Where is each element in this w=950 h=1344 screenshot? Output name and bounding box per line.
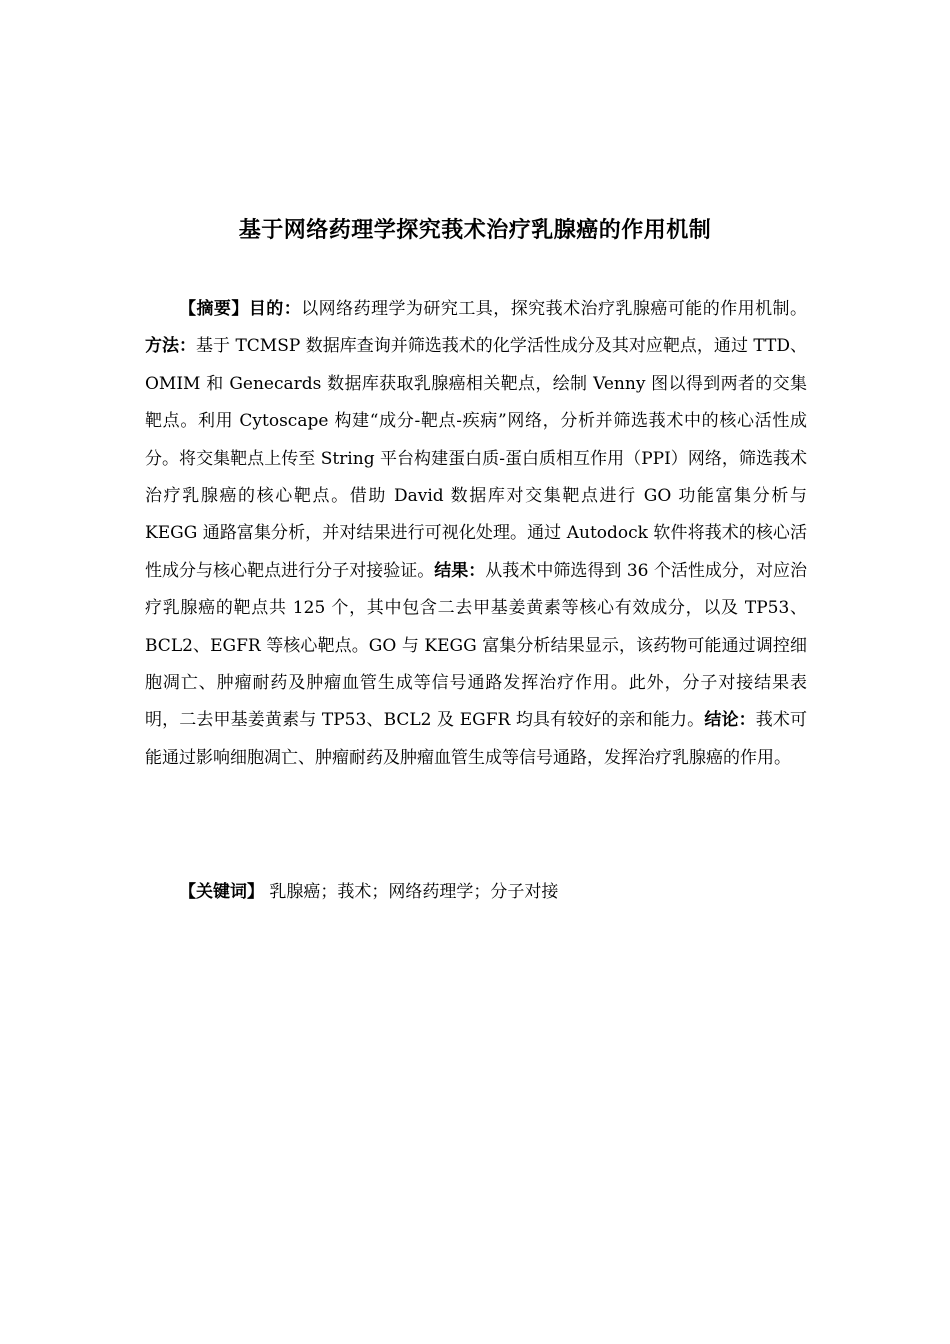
objective-label: 目的：	[248, 299, 302, 319]
conclusion-label: 结论：	[704, 710, 756, 731]
objective-text: 以网络药理学为研究工具，探究莪术治疗乳腺癌可能的作用机制。	[301, 299, 808, 319]
conclusion-text: 莪术可能通过影响细胞凋亡、肿瘤耐药及肿瘤血管生成等信号通路，发挥治疗乳腺癌的作用。	[145, 710, 808, 768]
keywords-label: 【关键词】	[179, 882, 264, 902]
paper-title: 基于网络药理学探究莪术治疗乳腺癌的作用机制	[238, 218, 712, 243]
results-text: 从莪术中筛选得到 36 个活性成分，对应治疗乳腺癌的靶点共 125 个，其中包含二去甲基姜黄素等核心有效成分，以及 TP53、BCL2、EGFR 等核心靶点。GO 与 KEGG 富集分析结果显示，该药物可能通过调控细胞凋亡、肿瘤耐药及肿瘤血管生成等信号通路发挥治疗作用。此外，分子对接结果表明，二去甲基姜黄素与 TP53、BCL2 及 EGFR 均具有较好的亲和能力。	[145, 560, 807, 731]
keywords-text: 乳腺癌；莪术；网络药理学；分子对接	[264, 882, 559, 902]
results-label: 结果：	[434, 560, 486, 581]
methods-label: 方法：	[145, 336, 197, 357]
abstract-paragraph	[145, 291, 807, 777]
methods-text: 基于 TCMSP 数据库查询并筛选莪术的化学活性成分及其对应靶点，通过 TTD、OMIM 和 Genecards 数据库获取乳腺癌相关靶点，绘制 Venny 图以得到两者的交集靶点。利用 Cytoscape 构建“成分-靶点-疾病”网络，分析并筛选莪术中的核心活性成分。将交集靶点上传至 String 平台构建蛋白质-蛋白质相互作用（PPI）网络，筛选莪术治疗乳腺癌的核心靶点。借助 David 数据库对交集靶点进行 GO 功能富集分析与 KEGG 通路富集分析，并对结果进行可视化处理。通过 Autodock 软件将莪术的核心活性成分与核心靶点进行分子对接验证。	[145, 336, 808, 581]
keywords-paragraph	[145, 874, 807, 911]
abstract-label: 【摘要】	[179, 299, 249, 319]
